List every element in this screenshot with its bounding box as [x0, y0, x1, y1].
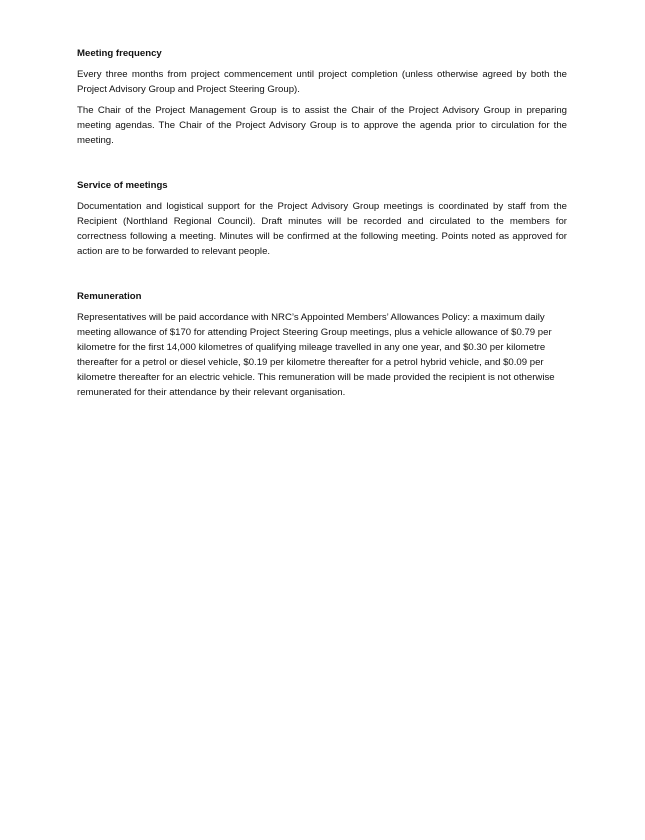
document-body: [77, 46, 567, 406]
section-heading: Service of meetings: [77, 180, 168, 191]
section-remuneration: [77, 289, 567, 400]
section-heading: Meeting frequency: [77, 48, 162, 59]
paragraph: Documentation and logistical support for the Project Advisory Group meetings is coordinated by staff from the Recipient (Northland Regional Council). Draft minutes will be recorded and circulated to the members for correctness following a meeting. Minutes will be confirmed at the following meeting. Points noted as approved for action are to be forwarded to relevant people.: [77, 201, 567, 257]
section-heading: Remuneration: [77, 291, 142, 302]
section-service-of-meetings: [77, 178, 567, 259]
paragraph: Every three months from project commencement until project completion (unless otherwise agreed by both the Project Advisory Group and Project Steering Group).: [77, 69, 567, 95]
paragraph: Representatives will be paid accordance with NRC’s Appointed Members’ Allowances Policy: a maximum daily meeting allowance of $170 for attending Project Steering Group meetings, plus a vehicle allowance of $0.79 per kilometre for the first 14,000 kilometres of qualifying mileage travelled in any one year, and $0.30 per kilometre thereafter for a petrol or diesel vehicle, $0.19 per kilometre thereafter for a petrol hybrid vehicle, and $0.09 per kilometre thereafter for an electric vehicle. This remuneration will be made provided the recipient is not otherwise remunerated for their attendance by their relevant organisation.: [77, 312, 555, 398]
section-meeting-frequency: [77, 46, 567, 148]
paragraph: The Chair of the Project Management Group is to assist the Chair of the Project Advisory Group in preparing meeting agendas. The Chair of the Project Advisory Group is to approve the agenda prior to circulation for the meeting.: [77, 105, 567, 146]
